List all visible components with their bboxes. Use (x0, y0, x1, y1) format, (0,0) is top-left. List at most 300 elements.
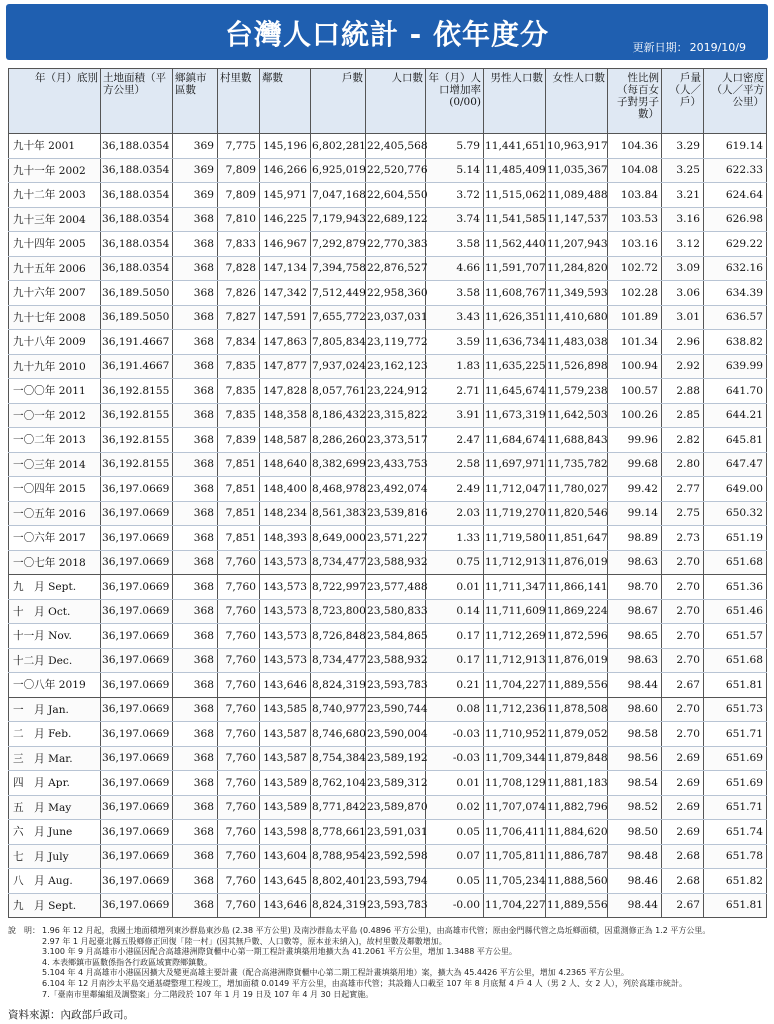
table-cell: 36,197.0669 (101, 599, 173, 624)
table-row (9, 746, 767, 771)
table-body (9, 134, 767, 918)
table-row (9, 624, 767, 649)
row-label: 十二月 Dec. (9, 648, 101, 673)
column-header: 土地面積（平方公里） (101, 69, 173, 134)
table-cell: 11,035,367 (546, 158, 608, 183)
table-cell: 143,646 (260, 673, 311, 698)
table-cell: 632.16 (704, 256, 767, 281)
table-cell: 11,882,796 (546, 795, 608, 820)
table-cell: 11,410,680 (546, 305, 608, 330)
table-cell: 7,809 (218, 158, 260, 183)
table-cell: 11,591,707 (484, 256, 546, 281)
table-cell: 99.68 (608, 452, 662, 477)
table-cell: 11,704,227 (484, 893, 546, 918)
table-row (9, 893, 767, 918)
table-cell: 11,876,019 (546, 550, 608, 575)
table-cell: 98.50 (608, 820, 662, 845)
table-cell: 146,967 (260, 232, 311, 257)
table-cell: 23,588,932 (366, 550, 426, 575)
column-header: 戶數 (311, 69, 366, 134)
row-label: 一〇五年 2016 (9, 501, 101, 526)
table-row (9, 134, 767, 159)
table-cell: 11,712,913 (484, 550, 546, 575)
table-cell: 36,192.8155 (101, 428, 173, 453)
table-cell: 22,604,550 (366, 183, 426, 208)
table-cell: 98.63 (608, 648, 662, 673)
note-item: 2.97 年 1 月起臺北縣五股鄉修正回復「陸一村」(因其無戶數、人口數等，原本並未納入)，故村里數及鄰數增加。 (42, 936, 447, 946)
table-cell: 0.01 (426, 771, 484, 796)
table-row (9, 844, 767, 869)
table-cell: 6,802,281 (311, 134, 366, 159)
table-cell: 3.12 (662, 232, 704, 257)
row-label: 一〇〇年 2011 (9, 379, 101, 404)
row-label: 九十一年 2002 (9, 158, 101, 183)
table-row (9, 575, 767, 600)
table-cell: 23,592,598 (366, 844, 426, 869)
table-cell: 368 (173, 820, 218, 845)
table-cell: 0.01 (426, 575, 484, 600)
table-cell: 23,224,912 (366, 379, 426, 404)
table-cell: 651.78 (704, 844, 767, 869)
table-cell: 368 (173, 599, 218, 624)
table-cell: 11,526,898 (546, 354, 608, 379)
table-cell: 645.81 (704, 428, 767, 453)
table-cell: 36,197.0669 (101, 893, 173, 918)
row-label: 九十二年 2003 (9, 183, 101, 208)
table-cell: 368 (173, 256, 218, 281)
table-cell: 368 (173, 771, 218, 796)
table-cell: 11,688,843 (546, 428, 608, 453)
table-row (9, 232, 767, 257)
table-row (9, 207, 767, 232)
table-cell: 36,192.8155 (101, 403, 173, 428)
table-cell: 143,589 (260, 795, 311, 820)
table-cell: 143,587 (260, 746, 311, 771)
table-cell: 36,197.0669 (101, 746, 173, 771)
table-cell: 11,879,052 (546, 722, 608, 747)
table-row (9, 526, 767, 551)
table-cell: 11,349,593 (546, 281, 608, 306)
table-cell: 0.75 (426, 550, 484, 575)
table-cell: 2.73 (662, 526, 704, 551)
column-header: 鄉鎮市區數 (173, 69, 218, 134)
table-cell: 368 (173, 673, 218, 698)
table-cell: 148,234 (260, 501, 311, 526)
table-cell: 101.89 (608, 305, 662, 330)
table-cell: 2.70 (662, 550, 704, 575)
table-cell: 143,645 (260, 869, 311, 894)
table-cell: 7,827 (218, 305, 260, 330)
table-cell: 11,705,811 (484, 844, 546, 869)
row-label: 七 月 July (9, 844, 101, 869)
table-cell: 23,315,822 (366, 403, 426, 428)
table-cell: 7,851 (218, 452, 260, 477)
table-cell: 11,820,546 (546, 501, 608, 526)
table-cell: 3.25 (662, 158, 704, 183)
table-cell: 11,876,019 (546, 648, 608, 673)
table-cell: 11,626,351 (484, 305, 546, 330)
table-cell: 10,963,917 (546, 134, 608, 159)
table-cell: 619.14 (704, 134, 767, 159)
table-cell: 22,689,122 (366, 207, 426, 232)
notes-section (8, 926, 766, 1000)
table-cell: 368 (173, 869, 218, 894)
table-cell: 98.56 (608, 746, 662, 771)
table-cell: 23,589,870 (366, 795, 426, 820)
table-cell: 23,593,794 (366, 869, 426, 894)
table-cell: 2.88 (662, 379, 704, 404)
table-cell: 145,196 (260, 134, 311, 159)
table-cell: 8,734,477 (311, 550, 366, 575)
table-cell: 147,134 (260, 256, 311, 281)
table-cell: 3.59 (426, 330, 484, 355)
table-cell: 7,394,758 (311, 256, 366, 281)
table-row (9, 256, 767, 281)
table-cell: 98.44 (608, 673, 662, 698)
table-cell: 145,971 (260, 183, 311, 208)
table-cell: 2.70 (662, 624, 704, 649)
table-cell: 23,590,744 (366, 697, 426, 722)
note-item: 5.104 年 4 月高雄市小港區因擴大及變更高雄主要計畫（配合高港洲際貨櫃中心第二期工程計畫填築用地）案，擴大為 45.4426 平方公里，增加 4.2365 平方公里。 (42, 968, 629, 978)
data-source: 資料來源：內政部戶政司。 (8, 1009, 134, 1021)
column-header: 性比例（每百女子對男子數） (608, 69, 662, 134)
table-cell: 98.60 (608, 697, 662, 722)
table-cell: 11,851,647 (546, 526, 608, 551)
table-cell: 11,889,556 (546, 673, 608, 698)
table-cell: 8,468,978 (311, 477, 366, 502)
table-cell: 2.58 (426, 452, 484, 477)
table-cell: 143,573 (260, 624, 311, 649)
row-label: 一〇四年 2015 (9, 477, 101, 502)
table-row (9, 330, 767, 355)
table-cell: 147,877 (260, 354, 311, 379)
note-item: 1.96 年 12 月起，我國土地面積增列東沙群島東沙島 (2.38 平方公里) 及南沙群島太平島 (0.4896 平方公里)，由高雄市代管；原由金門縣代管之烏坵鄉面積，因重測修正為 1.2 平方公里。 (42, 926, 711, 935)
table-cell: 0.07 (426, 844, 484, 869)
row-label: 二 月 Feb. (9, 722, 101, 747)
table-cell: 8,788,954 (311, 844, 366, 869)
table-cell: 11,780,027 (546, 477, 608, 502)
table-cell: 23,589,312 (366, 771, 426, 796)
table-header-row (9, 69, 767, 134)
table-cell: 36,188.0354 (101, 183, 173, 208)
row-label: 三 月 Mar. (9, 746, 101, 771)
table-cell: 143,598 (260, 820, 311, 845)
table-cell: 143,573 (260, 648, 311, 673)
table-cell: 99.96 (608, 428, 662, 453)
table-cell: 143,646 (260, 893, 311, 918)
table-cell: 8,802,401 (311, 869, 366, 894)
table-cell: 7,826 (218, 281, 260, 306)
table-cell: 2.68 (662, 869, 704, 894)
table-row (9, 354, 767, 379)
table-row (9, 477, 767, 502)
table-cell: 11,709,344 (484, 746, 546, 771)
table-cell: 651.36 (704, 575, 767, 600)
table-cell: 143,587 (260, 722, 311, 747)
table-cell: 99.14 (608, 501, 662, 526)
table-cell: 11,707,074 (484, 795, 546, 820)
row-label: 一〇二年 2013 (9, 428, 101, 453)
table-cell: 0.05 (426, 869, 484, 894)
table-cell: 36,188.0354 (101, 256, 173, 281)
table-cell: 3.72 (426, 183, 484, 208)
table-cell: 36,197.0669 (101, 869, 173, 894)
table-cell: 11,705,234 (484, 869, 546, 894)
table-cell: 7,851 (218, 526, 260, 551)
table-cell: 368 (173, 501, 218, 526)
table-cell: 36,192.8155 (101, 452, 173, 477)
table-cell: 638.82 (704, 330, 767, 355)
table-cell: 11,636,734 (484, 330, 546, 355)
table-cell: 5.79 (426, 134, 484, 159)
table-cell: 101.34 (608, 330, 662, 355)
table-cell: 1.33 (426, 526, 484, 551)
table-cell: 11,872,596 (546, 624, 608, 649)
table-cell: 98.63 (608, 550, 662, 575)
table-row (9, 722, 767, 747)
table-cell: 36,197.0669 (101, 771, 173, 796)
table-cell: 36,188.0354 (101, 232, 173, 257)
table-cell: 368 (173, 477, 218, 502)
table-cell: 11,869,224 (546, 599, 608, 624)
table-cell: 651.57 (704, 624, 767, 649)
table-cell: 11,866,141 (546, 575, 608, 600)
table-cell: 369 (173, 158, 218, 183)
table-cell: 2.69 (662, 795, 704, 820)
table-cell: 11,886,787 (546, 844, 608, 869)
table-cell: 98.89 (608, 526, 662, 551)
table-row (9, 158, 767, 183)
table-cell: 639.99 (704, 354, 767, 379)
table-cell: 36,192.8155 (101, 379, 173, 404)
note-item: 7.「臺南市里鄰編組及調整案」分二階段於 107 年 1 月 19 日及 107 年 4 月 30 日起實施。 (42, 989, 374, 999)
table-cell: 8,746,680 (311, 722, 366, 747)
table-cell: 36,197.0669 (101, 844, 173, 869)
table-cell: 7,810 (218, 207, 260, 232)
table-cell: 368 (173, 526, 218, 551)
table-cell: 368 (173, 452, 218, 477)
table-row (9, 183, 767, 208)
table-cell: 4.66 (426, 256, 484, 281)
table-cell: 11,711,609 (484, 599, 546, 624)
table-cell: 368 (173, 575, 218, 600)
table-cell: 368 (173, 305, 218, 330)
table-cell: 649.00 (704, 477, 767, 502)
table-cell: 8,382,699 (311, 452, 366, 477)
table-cell: 11,579,238 (546, 379, 608, 404)
table-cell: 0.17 (426, 648, 484, 673)
table-cell: 7,834 (218, 330, 260, 355)
table-cell: 2.67 (662, 673, 704, 698)
table-cell: 7,760 (218, 673, 260, 698)
table-cell: 651.19 (704, 526, 767, 551)
table-cell: 8,722,997 (311, 575, 366, 600)
table-cell: 11,089,488 (546, 183, 608, 208)
column-header: 鄰數 (260, 69, 311, 134)
table-cell: 11,884,620 (546, 820, 608, 845)
table-cell: 148,400 (260, 477, 311, 502)
row-label: 九十六年 2007 (9, 281, 101, 306)
table-cell: 2.75 (662, 501, 704, 526)
table-cell: 651.73 (704, 697, 767, 722)
table-cell: 2.69 (662, 771, 704, 796)
table-cell: 22,958,360 (366, 281, 426, 306)
table-cell: 99.42 (608, 477, 662, 502)
row-label: 九 月 Sept. (9, 575, 101, 600)
table-cell: 7,760 (218, 697, 260, 722)
table-cell: 36,189.5050 (101, 281, 173, 306)
table-cell: 22,876,527 (366, 256, 426, 281)
header-banner (6, 4, 768, 60)
table-cell: 11,889,556 (546, 893, 608, 918)
column-header: 年（月）人口增加率 (0/00) (426, 69, 484, 134)
table-row (9, 648, 767, 673)
table-cell: 23,589,192 (366, 746, 426, 771)
note-item: 3.100 年 9 月高雄市小港區因配合高雄港洲際貨櫃中心第一期工程計畫填築用地擴大為 41.2061 平方公里，增加 1.3488 平方公里。 (42, 947, 517, 957)
table-cell: 2.49 (426, 477, 484, 502)
row-label: 一〇八年 2019 (9, 673, 101, 698)
table-cell: 36,188.0354 (101, 207, 173, 232)
table-cell: 11,712,913 (484, 648, 546, 673)
table-cell: 143,589 (260, 771, 311, 796)
row-label: 一 月 Jan. (9, 697, 101, 722)
table-cell: 100.94 (608, 354, 662, 379)
table-cell: 2.71 (426, 379, 484, 404)
table-cell: 11,673,319 (484, 403, 546, 428)
table-cell: 36,197.0669 (101, 820, 173, 845)
table-cell: 8,286,260 (311, 428, 366, 453)
table-cell: 11,441,651 (484, 134, 546, 159)
table-cell: 98.54 (608, 771, 662, 796)
table-cell: 651.68 (704, 550, 767, 575)
table-cell: 146,266 (260, 158, 311, 183)
table-cell: 11,483,038 (546, 330, 608, 355)
table-cell: 8,057,761 (311, 379, 366, 404)
table-cell: 644.21 (704, 403, 767, 428)
table-cell: 7,835 (218, 354, 260, 379)
table-cell: 148,393 (260, 526, 311, 551)
table-row (9, 869, 767, 894)
table-cell: 2.82 (662, 428, 704, 453)
table-cell: 2.85 (662, 403, 704, 428)
table-cell: 143,604 (260, 844, 311, 869)
row-label: 九十四年 2005 (9, 232, 101, 257)
table-cell: 11,710,952 (484, 722, 546, 747)
table-cell: 147,591 (260, 305, 311, 330)
table-cell: 2.47 (426, 428, 484, 453)
row-label: 十 月 Oct. (9, 599, 101, 624)
table-cell: 11,515,062 (484, 183, 546, 208)
table-cell: 11,684,674 (484, 428, 546, 453)
table-cell: 11,635,225 (484, 354, 546, 379)
table-cell: 11,645,674 (484, 379, 546, 404)
table-cell: 8,723,800 (311, 599, 366, 624)
table-cell: 7,760 (218, 575, 260, 600)
table-cell: 368 (173, 893, 218, 918)
table-cell: 641.70 (704, 379, 767, 404)
notes-lead: 說 明： (8, 926, 40, 935)
table-row (9, 550, 767, 575)
table-cell: 7,760 (218, 795, 260, 820)
column-header: 村里數 (218, 69, 260, 134)
table-cell: 11,147,537 (546, 207, 608, 232)
table-cell: 7,809 (218, 183, 260, 208)
table-cell: 36,197.0669 (101, 501, 173, 526)
table-cell: 147,863 (260, 330, 311, 355)
table-cell: 11,485,409 (484, 158, 546, 183)
table-cell: 7,760 (218, 844, 260, 869)
table-cell: 11,562,440 (484, 232, 546, 257)
table-cell: 148,358 (260, 403, 311, 428)
table-cell: 369 (173, 134, 218, 159)
table-cell: 23,162,123 (366, 354, 426, 379)
table-cell: 36,197.0669 (101, 624, 173, 649)
column-header: 男性人口數 (484, 69, 546, 134)
note-item: 4. 本表鄉鎮市區數係指各行政區域實際鄉鎮數。 (42, 957, 213, 967)
table-cell: 2.68 (662, 844, 704, 869)
table-cell: 36,188.0354 (101, 134, 173, 159)
row-label: 六 月 June (9, 820, 101, 845)
table-cell: 5.14 (426, 158, 484, 183)
table-cell: 103.53 (608, 207, 662, 232)
table-cell: 624.64 (704, 183, 767, 208)
table-cell: 3.01 (662, 305, 704, 330)
table-cell: 102.28 (608, 281, 662, 306)
table-cell: 98.65 (608, 624, 662, 649)
table-cell: 7,760 (218, 624, 260, 649)
table-cell: 11,697,971 (484, 452, 546, 477)
table-cell: 7,512,449 (311, 281, 366, 306)
population-table (8, 68, 767, 918)
table-cell: 7,805,834 (311, 330, 366, 355)
table-cell: 23,119,772 (366, 330, 426, 355)
table-cell: 651.81 (704, 673, 767, 698)
table-cell: 368 (173, 379, 218, 404)
table-cell: 0.21 (426, 673, 484, 698)
table-cell: 98.44 (608, 893, 662, 918)
table-cell: 143,573 (260, 550, 311, 575)
table-cell: 104.36 (608, 134, 662, 159)
table-cell: 143,573 (260, 599, 311, 624)
table-cell: 36,197.0669 (101, 550, 173, 575)
table-cell: 7,760 (218, 550, 260, 575)
table-cell: 11,888,560 (546, 869, 608, 894)
table-cell: 368 (173, 232, 218, 257)
table-row (9, 403, 767, 428)
row-label: 四 月 Apr. (9, 771, 101, 796)
table-cell: 8,186,432 (311, 403, 366, 428)
table-cell: 11,719,580 (484, 526, 546, 551)
update-date-value: 2019/10/9 (689, 41, 746, 54)
table-cell: 11,719,270 (484, 501, 546, 526)
table-row (9, 795, 767, 820)
table-row (9, 599, 767, 624)
table-cell: 368 (173, 697, 218, 722)
table-cell: 8,754,384 (311, 746, 366, 771)
table-cell: 23,593,783 (366, 673, 426, 698)
table-cell: 626.98 (704, 207, 767, 232)
table-cell: 98.67 (608, 599, 662, 624)
table-cell: 36,197.0669 (101, 722, 173, 747)
table-cell: 3.09 (662, 256, 704, 281)
table-cell: 148,640 (260, 452, 311, 477)
table-cell: 368 (173, 354, 218, 379)
table-cell: 23,577,488 (366, 575, 426, 600)
table-cell: 11,712,047 (484, 477, 546, 502)
table-cell: 8,649,000 (311, 526, 366, 551)
table-cell: 98.48 (608, 844, 662, 869)
column-header: 女性人口數 (546, 69, 608, 134)
